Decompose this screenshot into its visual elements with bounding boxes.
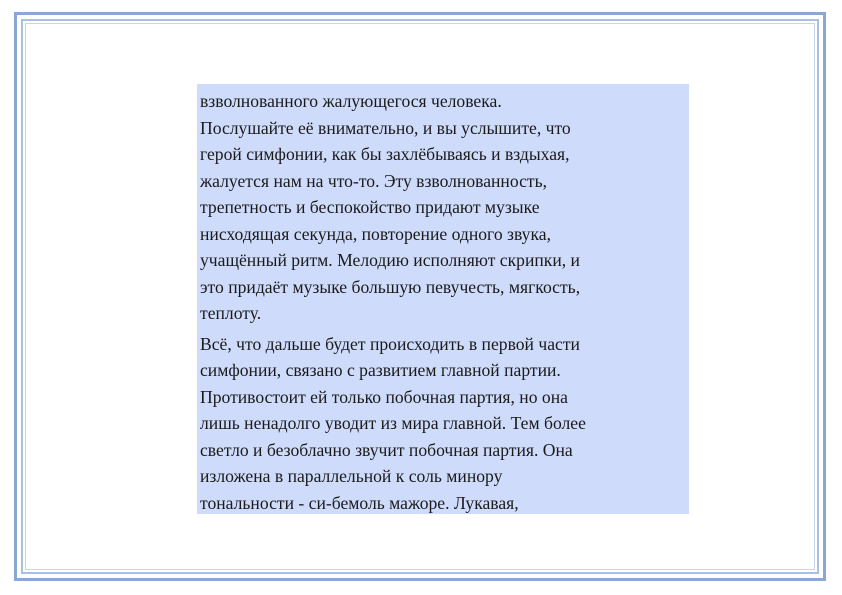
text-line: Всё, что дальше будет происходить в первой части [200, 333, 580, 354]
text-line: взволнованного жалующегося человека. [200, 91, 502, 111]
text-line: трепетность и беспокойство придают музыке [200, 197, 540, 217]
text-line: Послушайте её внимательно, и вы услышите, что [200, 117, 571, 138]
text-box [197, 84, 689, 514]
text-line: теплоту. [200, 303, 262, 323]
text-line: Противостоит ей только побочная партия, но она [200, 386, 568, 407]
text-line: лишь ненадолго уводит из мира главной. Тем более [200, 413, 586, 433]
paragraph-1 [200, 88, 683, 327]
text-line: герой симфонии, как бы захлёбываясь и вздыхая, [200, 144, 570, 164]
paragraph-2 [200, 331, 683, 517]
text-line: это придаёт музыке большую певучесть, мягкость, [200, 276, 581, 297]
text-line: нисходящая секунда, повторение одного звука, [200, 223, 551, 244]
text-line: симфонии, связано с развитием главной партии. [200, 360, 561, 380]
text-line: изложена в параллельной к соль минору [200, 466, 503, 486]
text-line: светло и безоблачно звучит побочная партия. Она [200, 439, 573, 460]
text-line: жалуется нам на что-то. Эту взволнованность, [200, 170, 548, 191]
text-line: учащённый ритм. Мелодию исполняют скрипки, и [200, 250, 580, 270]
text-line: тональности - си-бемоль мажоре. Лукавая, [200, 492, 519, 513]
